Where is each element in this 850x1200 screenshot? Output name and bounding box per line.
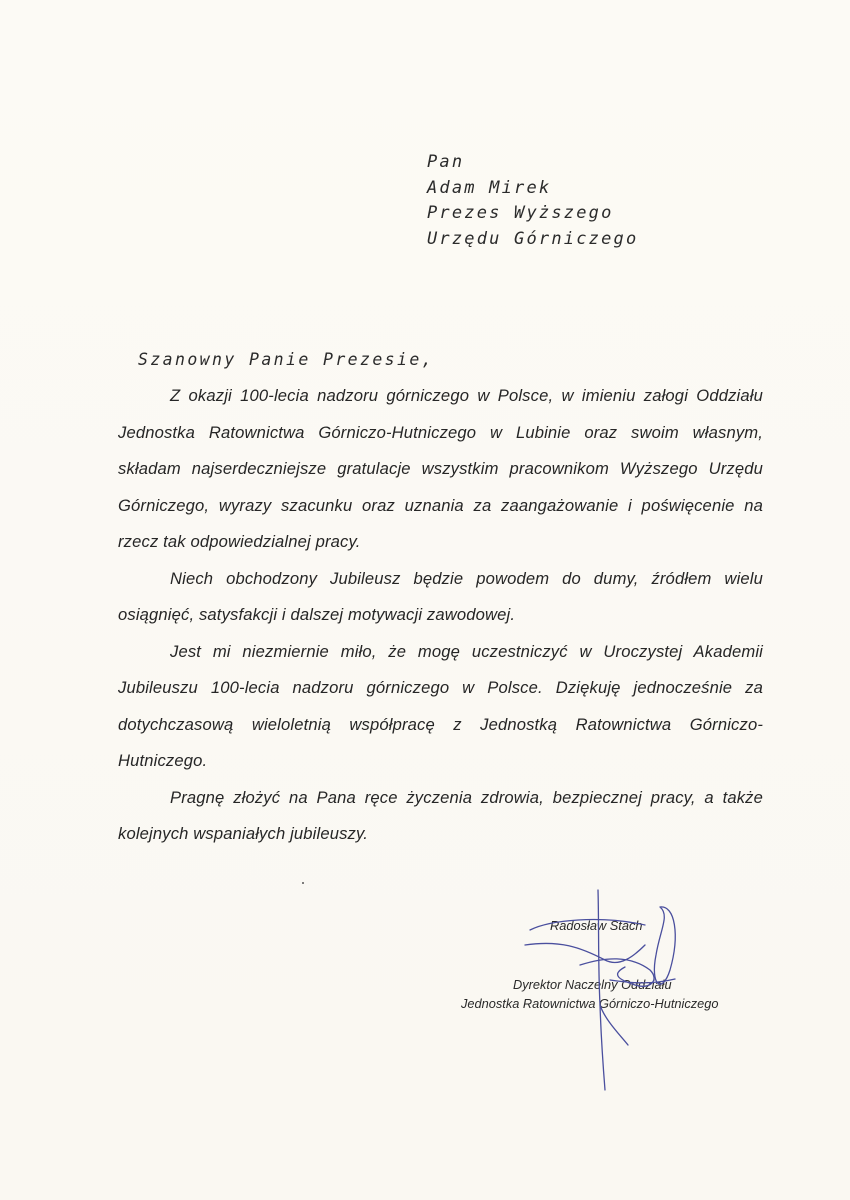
paragraph-1: Z okazji 100-lecia nadzoru górniczego w Polsce, w imieniu załogi Oddziału Jednostka Ratownictwa Górniczo-Hutniczego w Lubinie oraz swoim własnym, składam najserdeczniejsze gratulacje wszystkim pracownikom Wyższego Urzędu Górniczego, wyrazy szacunku oraz uznania za zaangażowanie i poświęcenie na rzecz tak odpowiedzialnej pracy. xyxy=(118,386,763,551)
letter-body xyxy=(118,378,763,853)
address-line-1: Pan xyxy=(427,152,465,172)
signer-title: Dyrektor Naczelny Oddziału xyxy=(513,977,672,992)
paragraph-3: Jest mi niezmiernie miło, że mogę uczestniczyć w Uroczystej Akademii Jubileuszu 100-lecia nadzoru górniczego w Polsce. Dziękuję jednocześnie za dotychczasową wieloletnią współpracę z Jednostką Ratownictwa Górniczo-Hutniczego. xyxy=(118,641,763,770)
salutation: Szanowny Panie Prezesie, xyxy=(138,350,435,369)
address-line-3: Prezes Wyższego xyxy=(427,203,614,223)
recipient-address xyxy=(427,150,638,252)
paragraph-2: Niech obchodzony Jubileusz będzie powodem do dumy, źródłem wielu osiągnięć, satysfakcji i dalszej motywacji zawodowej. xyxy=(118,568,763,624)
address-line-2: Adam Mirek xyxy=(427,177,552,198)
signer-organization: Jednostka Ratownictwa Górniczo-Hutniczego xyxy=(461,996,719,1011)
paragraph-4: Pragnę złożyć na Pana ręce życzenia zdrowia, bezpiecznej pracy, a także kolejnych wspaniałych jubileuszy. xyxy=(118,787,763,843)
signer-name: Radosław Stach xyxy=(550,918,643,933)
address-line-4: Urzędu Górniczego xyxy=(427,228,639,249)
stray-dot xyxy=(302,882,304,884)
